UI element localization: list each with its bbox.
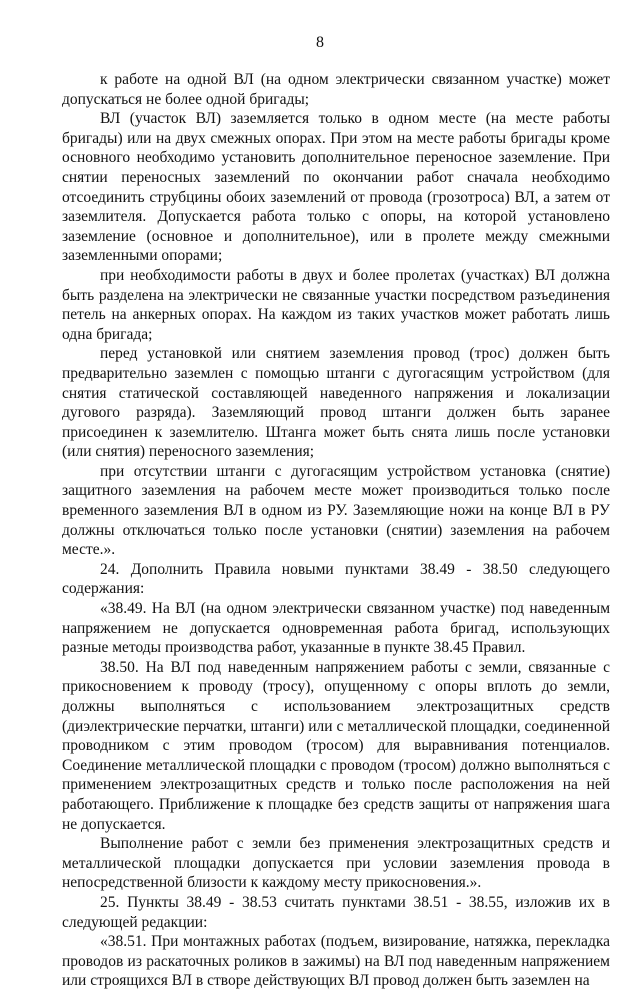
page-number: 8: [316, 34, 324, 51]
paragraph-11: «38.51. При монтажных работах (подъем, визирование, натяжка, перекладка проводов из раскаточных роликов в зажимы) на ВЛ под наведенным напряжением или строящихся ВЛ в створе действующих ВЛ провод должен быть заземлен на: [62, 933, 610, 990]
paragraph-8: 38.50. На ВЛ под наведенным напряжением работы с земли, связанные с прикосновением к проводу (тросу), опущенному с опоры вплоть до земли, должны выполняться с использованием электрозащитных средств (диэлектрические перчатки, штанги) или с металлической площадки, соединенной проводником с этим проводом (тросом) для выравнивания потенциалов. Соединение металлической площадки с проводом (тросом) должно выполняться с применением электрозащитных средств и только после расположения на ней работающего. Приближение к площадке без средств защиты от напряжения шага не допускается.: [62, 658, 610, 833]
paragraph-9: Выполнение работ с земли без применения электрозащитных средств и металлической площадки допускается при условии заземления провода в непосредственной близости к каждому месту прикосновения.».: [62, 835, 610, 892]
paragraph-10: 25. Пункты 38.49 - 38.53 считать пунктами 38.51 - 38.55, изложив их в следующей редакции:: [62, 893, 610, 931]
paragraph-7: «38.49. На ВЛ (на одном электрически связанном участке) под наведенным напряжением не допускается одновременная работа бригад, использующих разные методы производства работ, указанные в пункте 38.45 Правил.: [62, 600, 610, 657]
paragraph-4: перед установкой или снятием заземления провод (трос) должен быть предварительно заземлен с помощью штанги с дугогасящим устройством (для снятия статической составляющей наведенного напряжения и локализации дугового разряда). Заземляющий провод штанги должен быть заранее присоединен к заземлителю. Штанга может быть снята лишь после установки (или снятия) переносного заземления;: [62, 345, 610, 461]
paragraph-1: к работе на одной ВЛ (на одном электрически связанном участке) может допускаться не более одной бригады;: [62, 71, 610, 108]
document-body: [62, 70, 610, 991]
paragraph-2: ВЛ (участок ВЛ) заземляется только в одном месте (на месте работы бригады) или на двух смежных опорах. При этом на месте работы бригады кроме основного необходимо установить дополнительное переносное заземление. При снятии переносных заземлений по окончании работ сначала необходимо отсоединить струбцины обоих заземлений от провода (грозотроса) ВЛ, а затем от заземлителя. Допускается работа только с опоры, на которой установлено заземление (основное и дополнительное), или в пролете между смежными заземленными опорами;: [62, 110, 610, 265]
paragraph-3: при необходимости работы в двух и более пролетах (участках) ВЛ должна быть разделена на электрически не связанные участки посредством разъединения петель на анкерных опорах. На каждом из таких участков может работать лишь одна бригада;: [62, 266, 610, 343]
paragraph-6: 24. Дополнить Правила новыми пунктами 38.49 - 38.50 следующего содержания:: [62, 560, 610, 598]
paragraph-5: при отсутствии штанги с дугогасящим устройством установка (снятие) защитного заземления на рабочем месте может производиться только после временного заземления ВЛ в одном из РУ. Заземляющие ножи на конце ВЛ в РУ должны отключаться только после установки (снятии) заземления на рабочем месте.».: [62, 462, 610, 559]
